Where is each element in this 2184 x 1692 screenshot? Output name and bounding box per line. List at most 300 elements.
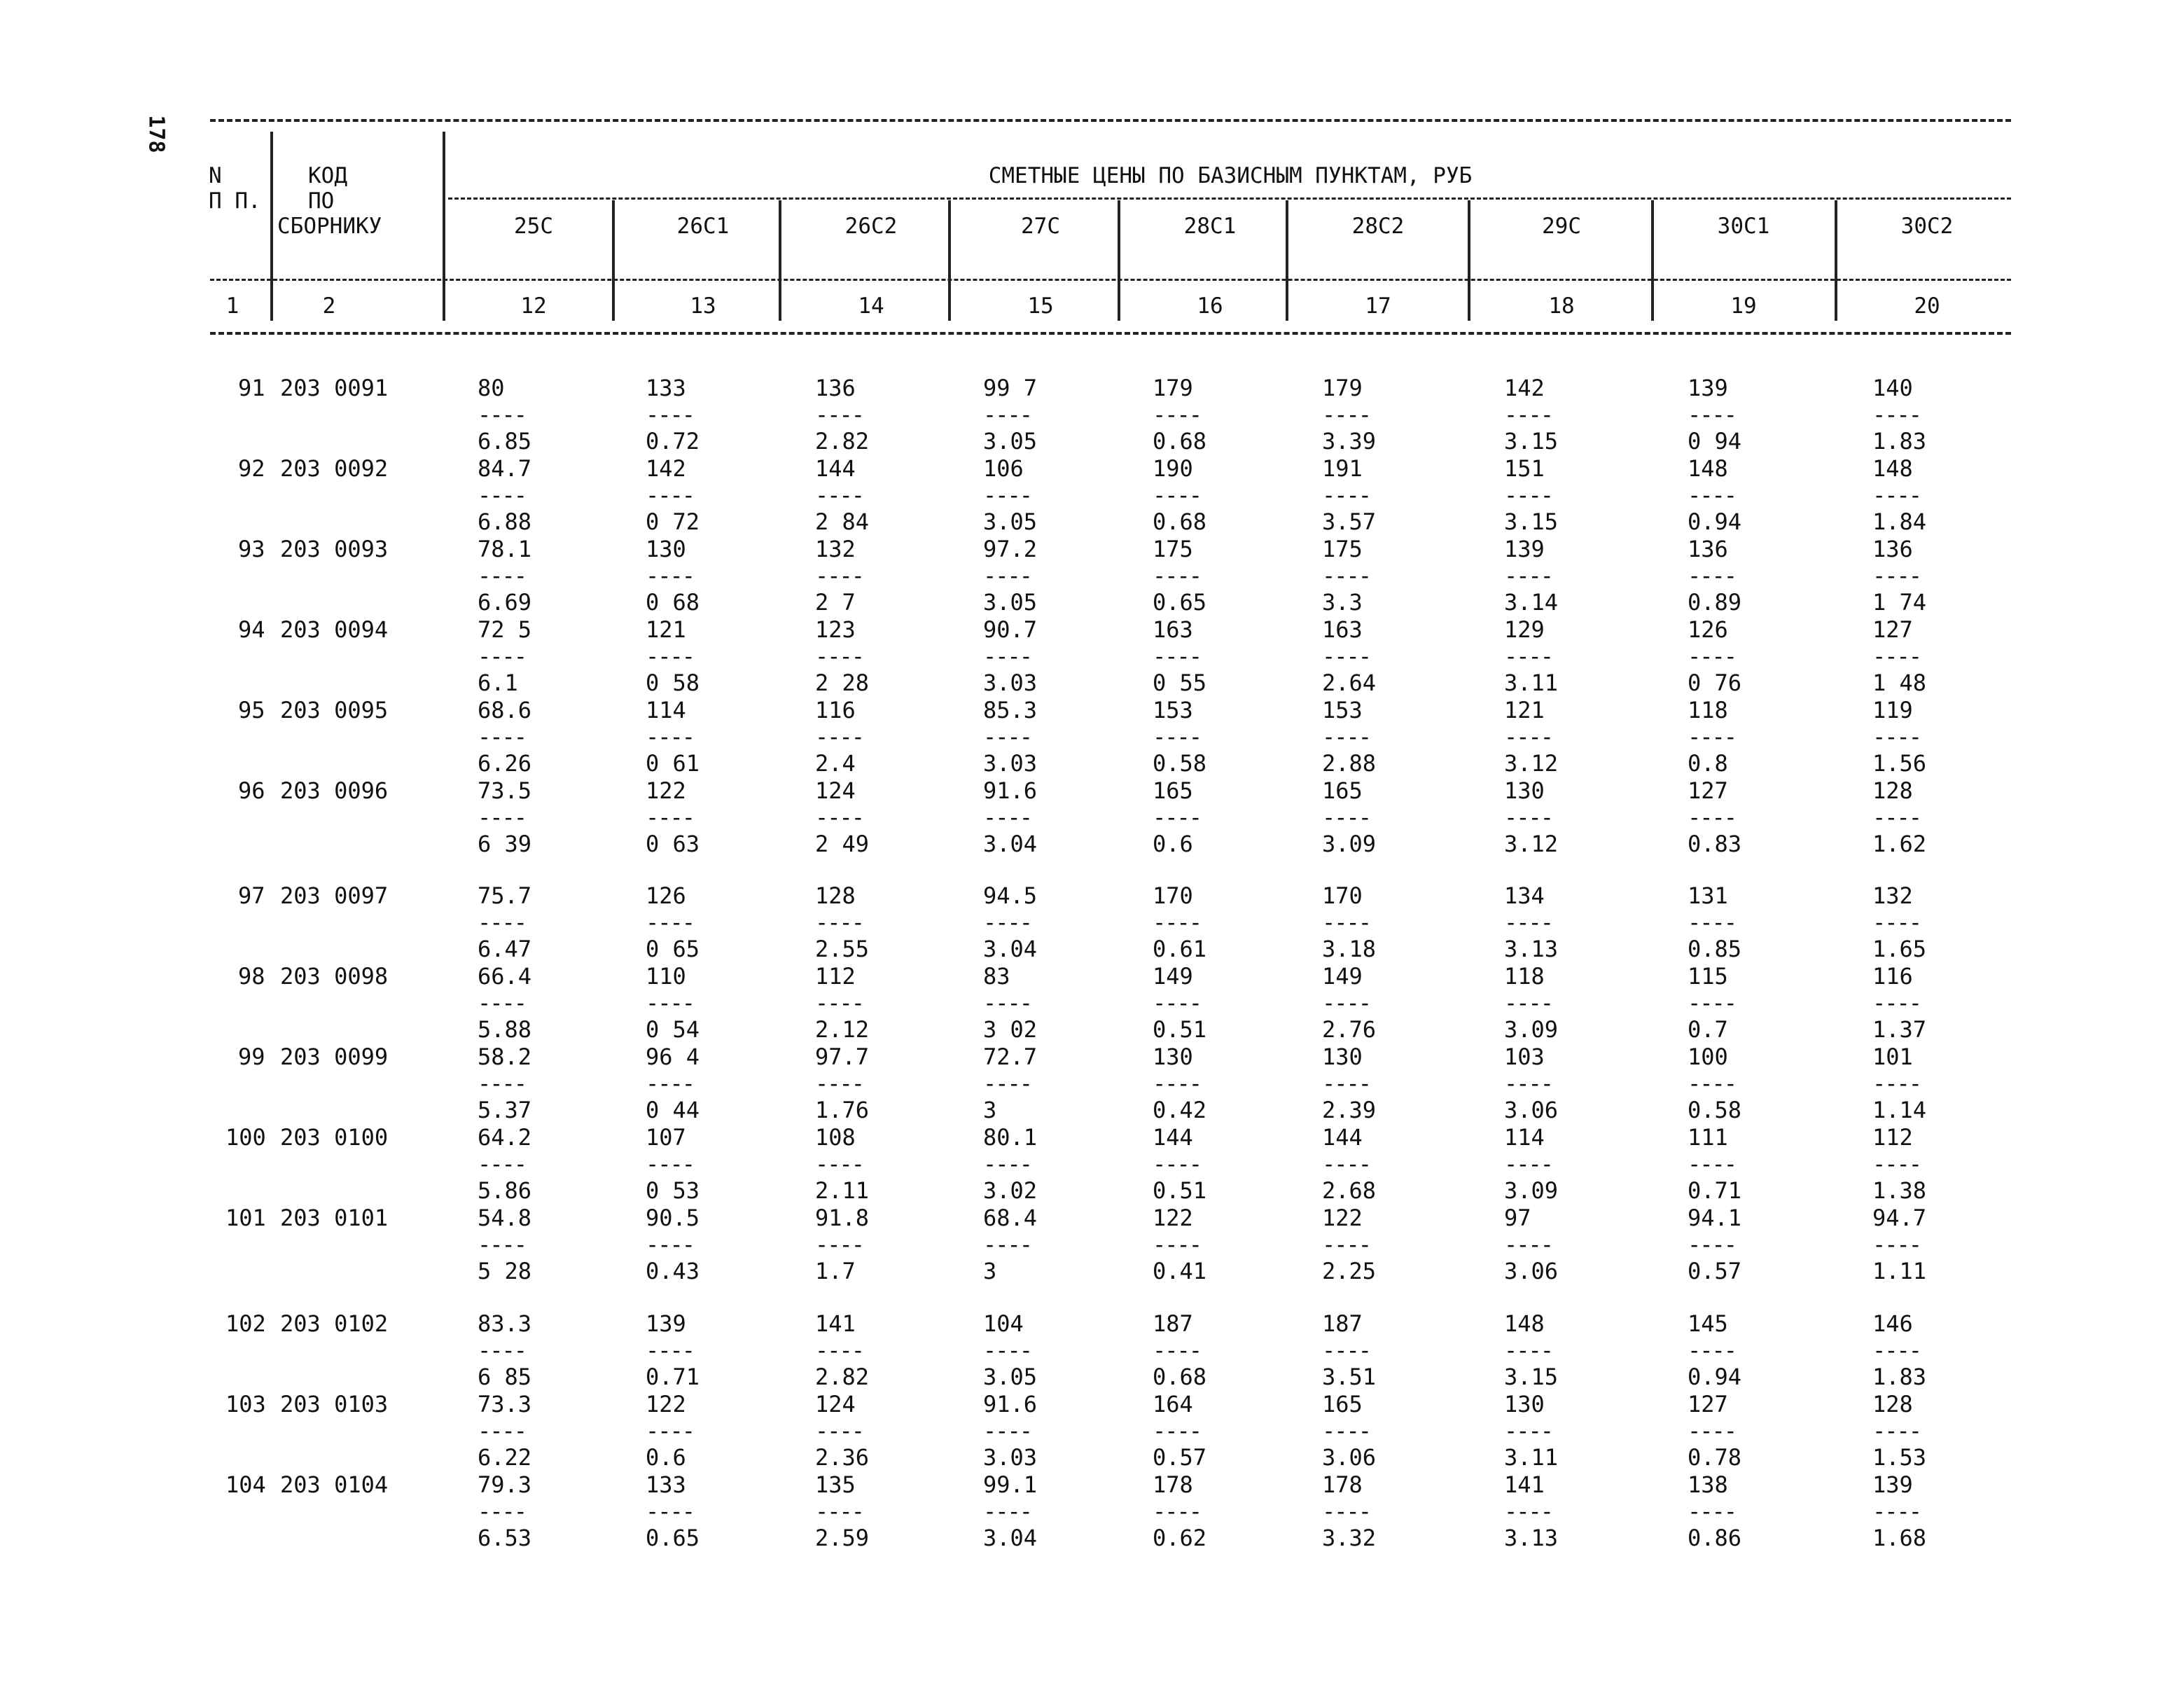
fraction-separator: ---- [815, 401, 864, 428]
price-component: 6.22 [478, 1444, 532, 1471]
fraction-separator: ---- [1688, 1498, 1737, 1525]
fraction-separator: ---- [983, 1151, 1032, 1177]
row-code: 203 0101 [280, 1205, 389, 1231]
fraction-separator: ---- [1504, 401, 1553, 428]
price-component: 3.09 [1322, 831, 1377, 857]
fraction-separator: ---- [1688, 643, 1737, 670]
price-component: 3.11 [1504, 670, 1559, 696]
price-component: 3.04 [983, 831, 1038, 857]
fraction-separator: ---- [1153, 723, 1202, 750]
fraction-separator: ---- [478, 1417, 527, 1444]
price-value: 73.3 [478, 1391, 532, 1417]
price-component: 1.56 [1872, 750, 1927, 777]
fraction-separator: ---- [983, 1070, 1032, 1097]
row-number: 91 [238, 375, 265, 401]
price-component: 3.05 [983, 428, 1038, 455]
price-value: 75.7 [478, 882, 532, 909]
price-value: 107 [646, 1124, 686, 1151]
fraction-separator: ---- [1504, 1151, 1553, 1177]
row-code: 203 0104 [280, 1471, 389, 1498]
fraction-separator: ---- [1153, 804, 1202, 831]
row-code: 203 0100 [280, 1124, 389, 1151]
fraction-separator: ---- [815, 1231, 864, 1258]
price-component: 0.85 [1688, 936, 1742, 962]
fraction-separator: ---- [1322, 723, 1371, 750]
row-number: 104 [225, 1471, 266, 1498]
price-value: 146 [1872, 1310, 1913, 1337]
price-value: 115 [1688, 963, 1728, 990]
price-component: 3.12 [1504, 750, 1559, 777]
price-component: 6.69 [478, 589, 532, 616]
fraction-separator: ---- [478, 401, 527, 428]
fraction-separator: ---- [983, 723, 1032, 750]
price-value: 122 [1153, 1205, 1193, 1231]
price-value: 101 [1872, 1043, 1913, 1070]
price-value: 116 [815, 697, 856, 723]
price-component: 3.05 [983, 589, 1038, 616]
fraction-separator: ---- [1153, 1151, 1202, 1177]
price-value: 80.1 [983, 1124, 1038, 1151]
fraction-separator: ---- [815, 562, 864, 589]
price-value: 139 [1504, 536, 1545, 562]
price-component: 0.94 [1688, 508, 1742, 535]
price-value: 165 [1322, 777, 1363, 804]
price-component: 1 48 [1872, 670, 1927, 696]
fraction-separator: ---- [646, 1498, 695, 1525]
fraction-separator: ---- [1153, 1417, 1202, 1444]
fraction-separator: ---- [1688, 401, 1737, 428]
price-component: 3.3 [1322, 589, 1363, 616]
price-component: 0.62 [1153, 1525, 1207, 1551]
price-value: 144 [1153, 1124, 1193, 1151]
header-n-label: N [209, 163, 222, 188]
price-value: 78.1 [478, 536, 532, 562]
fraction-separator: ---- [1872, 1417, 1921, 1444]
price-value: 90.5 [646, 1205, 700, 1231]
price-value: 112 [815, 963, 856, 990]
price-value: 79.3 [478, 1471, 532, 1498]
fraction-separator: ---- [815, 643, 864, 670]
header-code-label: КОД [308, 163, 347, 188]
price-value: 85.3 [983, 697, 1038, 723]
price-component: 6 39 [478, 831, 532, 857]
price-component: 3.03 [983, 670, 1038, 696]
header-column-number: 14 [858, 293, 884, 319]
fraction-separator: ---- [983, 990, 1032, 1016]
fraction-separator: ---- [1688, 990, 1737, 1016]
fraction-separator: ---- [646, 1337, 695, 1364]
header-column-divider [779, 200, 781, 321]
fraction-separator: ---- [1153, 990, 1202, 1016]
price-value: 132 [815, 536, 856, 562]
price-component: 0.8 [1688, 750, 1728, 777]
header-column-divider [948, 200, 951, 321]
fraction-separator: ---- [478, 909, 527, 936]
price-component: 0.58 [1688, 1097, 1742, 1123]
price-component: 3.09 [1504, 1016, 1559, 1043]
price-component: 3.15 [1504, 428, 1559, 455]
price-value: 153 [1153, 697, 1193, 723]
fraction-separator: ---- [1322, 1070, 1371, 1097]
row-number: 99 [238, 1043, 265, 1070]
price-value: 110 [646, 963, 686, 990]
fraction-separator: ---- [1322, 643, 1371, 670]
fraction-separator: ---- [646, 643, 695, 670]
price-value: 129 [1504, 616, 1545, 643]
fraction-separator: ---- [1153, 1231, 1202, 1258]
price-value: 136 [1872, 536, 1913, 562]
price-component: 2.82 [815, 1364, 870, 1390]
fraction-separator: ---- [646, 990, 695, 1016]
fraction-separator: ---- [815, 723, 864, 750]
fraction-separator: ---- [646, 482, 695, 508]
price-component: 3.05 [983, 1364, 1038, 1390]
price-value: 114 [646, 697, 686, 723]
fraction-separator: ---- [815, 1151, 864, 1177]
price-value: 118 [1688, 697, 1728, 723]
fraction-separator: ---- [478, 562, 527, 589]
price-value: 175 [1322, 536, 1363, 562]
header-group-rule [448, 197, 2011, 200]
fraction-separator: ---- [1688, 1070, 1737, 1097]
price-component: 6.88 [478, 508, 532, 535]
price-component: 2.39 [1322, 1097, 1377, 1123]
price-value: 130 [1504, 1391, 1545, 1417]
price-value: 191 [1322, 455, 1363, 482]
price-value: 138 [1688, 1471, 1728, 1498]
price-component: 2 84 [815, 508, 870, 535]
fraction-separator: ---- [646, 723, 695, 750]
price-component: 0.58 [1153, 750, 1207, 777]
fraction-separator: ---- [478, 1498, 527, 1525]
price-component: 2 28 [815, 670, 870, 696]
price-value: 68.6 [478, 697, 532, 723]
row-number: 92 [238, 455, 265, 482]
header-column-number: 13 [690, 293, 716, 319]
fraction-separator: ---- [1153, 1070, 1202, 1097]
price-component: 0.51 [1153, 1177, 1207, 1204]
price-value: 149 [1153, 963, 1193, 990]
price-value: 131 [1688, 882, 1728, 909]
price-value: 175 [1153, 536, 1193, 562]
price-value: 132 [1872, 882, 1913, 909]
price-value: 73.5 [478, 777, 532, 804]
price-value: 111 [1688, 1124, 1728, 1151]
price-component: 0.61 [1153, 936, 1207, 962]
header-column-30С2: 30С2 [1900, 214, 1954, 239]
fraction-separator: ---- [646, 1151, 695, 1177]
header-code-collection-label: СБОРНИКУ [277, 214, 382, 239]
header-column-number: 1 [225, 293, 239, 319]
price-component: 3.32 [1322, 1525, 1377, 1551]
price-value: 148 [1872, 455, 1913, 482]
price-component: 6 85 [478, 1364, 532, 1390]
price-component: 3.51 [1322, 1364, 1377, 1390]
row-number: 101 [225, 1205, 266, 1231]
fraction-separator: ---- [1504, 909, 1553, 936]
header-column-divider [1651, 200, 1654, 321]
price-value: 90.7 [983, 616, 1038, 643]
header-top-rule [210, 119, 2011, 122]
fraction-separator: ---- [815, 990, 864, 1016]
fraction-separator: ---- [478, 643, 527, 670]
header-column-divider [1118, 200, 1120, 321]
header-code-po-label: ПО [308, 188, 335, 214]
price-component: 1.14 [1872, 1097, 1927, 1123]
page-number: 178 [144, 115, 169, 153]
price-value: 178 [1322, 1471, 1363, 1498]
price-component: 3 [983, 1258, 997, 1284]
fraction-separator: ---- [1322, 1498, 1371, 1525]
fraction-separator: ---- [1504, 1337, 1553, 1364]
row-code: 203 0095 [280, 697, 389, 723]
fraction-separator: ---- [478, 1337, 527, 1364]
fraction-separator: ---- [815, 482, 864, 508]
price-value: 108 [815, 1124, 856, 1151]
fraction-separator: ---- [478, 482, 527, 508]
price-value: 133 [646, 375, 686, 401]
price-value: 84.7 [478, 455, 532, 482]
price-component: 0.57 [1153, 1444, 1207, 1471]
fraction-separator: ---- [1504, 482, 1553, 508]
price-value: 141 [1504, 1471, 1545, 1498]
row-number: 103 [225, 1391, 266, 1417]
price-value: 126 [1688, 616, 1728, 643]
fraction-separator: ---- [983, 482, 1032, 508]
price-value: 104 [983, 1310, 1024, 1337]
price-value: 130 [1322, 1043, 1363, 1070]
price-component: 6.1 [478, 670, 518, 696]
price-component: 0.65 [646, 1525, 700, 1551]
price-value: 163 [1322, 616, 1363, 643]
price-component: 3.14 [1504, 589, 1559, 616]
price-value: 54.8 [478, 1205, 532, 1231]
fraction-separator: ---- [1322, 562, 1371, 589]
price-component: 3.15 [1504, 508, 1559, 535]
price-value: 114 [1504, 1124, 1545, 1151]
fraction-separator: ---- [1322, 1151, 1371, 1177]
fraction-separator: ---- [1153, 1337, 1202, 1364]
price-value: 66.4 [478, 963, 532, 990]
fraction-separator: ---- [1688, 1231, 1737, 1258]
fraction-separator: ---- [1504, 562, 1553, 589]
header-column-28С1: 28С1 [1183, 214, 1237, 239]
price-value: 145 [1688, 1310, 1728, 1337]
price-value: 80 [478, 375, 505, 401]
price-value: 121 [646, 616, 686, 643]
price-value: 127 [1872, 616, 1913, 643]
fraction-separator: ---- [1872, 990, 1921, 1016]
row-code: 203 0099 [280, 1043, 389, 1070]
price-component: 3.06 [1504, 1097, 1559, 1123]
price-value: 64.2 [478, 1124, 532, 1151]
fraction-separator: ---- [1322, 1231, 1371, 1258]
price-value: 178 [1153, 1471, 1193, 1498]
price-component: 3.03 [983, 750, 1038, 777]
price-component: 1.62 [1872, 831, 1927, 857]
price-value: 128 [1872, 777, 1913, 804]
fraction-separator: ---- [646, 804, 695, 831]
price-component: 1.68 [1872, 1525, 1927, 1551]
row-code: 203 0103 [280, 1391, 389, 1417]
fraction-separator: ---- [478, 1151, 527, 1177]
price-component: 3.12 [1504, 831, 1559, 857]
price-component: 2.4 [815, 750, 856, 777]
price-value: 141 [815, 1310, 856, 1337]
fraction-separator: ---- [1504, 990, 1553, 1016]
fraction-separator: ---- [1322, 1417, 1371, 1444]
fraction-separator: ---- [1872, 643, 1921, 670]
fraction-separator: ---- [815, 909, 864, 936]
price-component: 0.41 [1153, 1258, 1207, 1284]
price-component: 3.05 [983, 508, 1038, 535]
fraction-separator: ---- [1322, 909, 1371, 936]
fraction-separator: ---- [478, 990, 527, 1016]
price-value: 170 [1322, 882, 1363, 909]
price-component: 6.26 [478, 750, 532, 777]
price-value: 140 [1872, 375, 1913, 401]
price-component: 1.37 [1872, 1016, 1927, 1043]
fraction-separator: ---- [646, 562, 695, 589]
price-component: 3 [983, 1097, 997, 1123]
row-code: 203 0092 [280, 455, 389, 482]
price-value: 164 [1153, 1391, 1193, 1417]
price-value: 139 [1872, 1471, 1913, 1498]
header-column-30С1: 30С1 [1717, 214, 1770, 239]
fraction-separator: ---- [1872, 909, 1921, 936]
row-number: 96 [238, 777, 265, 804]
row-code: 203 0102 [280, 1310, 389, 1337]
price-value: 136 [815, 375, 856, 401]
fraction-separator: ---- [1872, 723, 1921, 750]
price-component: 3.11 [1504, 1444, 1559, 1471]
header-bottom-rule [210, 332, 2011, 335]
price-component: 3.02 [983, 1177, 1038, 1204]
price-component: 0 63 [646, 831, 700, 857]
fraction-separator: ---- [1872, 1070, 1921, 1097]
price-value: 99 7 [983, 375, 1038, 401]
price-value: 139 [1688, 375, 1728, 401]
price-component: 3.18 [1322, 936, 1377, 962]
price-component: 2.64 [1322, 670, 1377, 696]
fraction-separator: ---- [1688, 804, 1737, 831]
price-value: 165 [1322, 1391, 1363, 1417]
price-value: 91.8 [815, 1205, 870, 1231]
fraction-separator: ---- [1153, 909, 1202, 936]
price-component: 0.42 [1153, 1097, 1207, 1123]
fraction-separator: ---- [815, 1337, 864, 1364]
fraction-separator: ---- [1153, 1498, 1202, 1525]
price-value: 121 [1504, 697, 1545, 723]
price-value: 72.7 [983, 1043, 1038, 1070]
fraction-separator: ---- [983, 562, 1032, 589]
fraction-separator: ---- [1504, 804, 1553, 831]
price-component: 0.78 [1688, 1444, 1742, 1471]
price-component: 0 72 [646, 508, 700, 535]
price-value: 116 [1872, 963, 1913, 990]
fraction-separator: ---- [1688, 482, 1737, 508]
price-component: 0 58 [646, 670, 700, 696]
price-value: 127 [1688, 1391, 1728, 1417]
price-value: 97 [1504, 1205, 1531, 1231]
header-column-number: 12 [520, 293, 547, 319]
fraction-separator: ---- [983, 909, 1032, 936]
price-component: 6.53 [478, 1525, 532, 1551]
price-component: 0 44 [646, 1097, 700, 1123]
price-value: 119 [1872, 697, 1913, 723]
price-value: 142 [1504, 375, 1545, 401]
fraction-separator: ---- [1504, 1498, 1553, 1525]
price-value: 190 [1153, 455, 1193, 482]
price-component: 1.11 [1872, 1258, 1927, 1284]
price-component: 0 68 [646, 589, 700, 616]
price-value: 179 [1322, 375, 1363, 401]
price-value: 134 [1504, 882, 1545, 909]
price-value: 96 4 [646, 1043, 700, 1070]
price-component: 1.83 [1872, 1364, 1927, 1390]
price-component: 1.76 [815, 1097, 870, 1123]
header-column-number: 16 [1197, 293, 1223, 319]
fraction-separator: ---- [1688, 723, 1737, 750]
fraction-separator: ---- [1688, 562, 1737, 589]
price-component: 0.68 [1153, 1364, 1207, 1390]
header-column-divider [612, 200, 615, 321]
row-number: 97 [238, 882, 265, 909]
price-component: 0 94 [1688, 428, 1742, 455]
price-value: 136 [1688, 536, 1728, 562]
price-value: 130 [1504, 777, 1545, 804]
price-value: 94.1 [1688, 1205, 1742, 1231]
header-column-28С2: 28С2 [1351, 214, 1405, 239]
row-code: 203 0094 [280, 616, 389, 643]
price-component: 0 54 [646, 1016, 700, 1043]
price-component: 0.71 [1688, 1177, 1742, 1204]
price-component: 1.65 [1872, 936, 1927, 962]
fraction-separator: ---- [1688, 1337, 1737, 1364]
fraction-separator: ---- [1872, 804, 1921, 831]
header-column-number: 18 [1548, 293, 1575, 319]
price-value: 124 [815, 777, 856, 804]
price-component: 1.7 [815, 1258, 856, 1284]
price-component: 2.25 [1322, 1258, 1377, 1284]
price-component: 5.86 [478, 1177, 532, 1204]
fraction-separator: ---- [646, 909, 695, 936]
price-value: 163 [1153, 616, 1193, 643]
price-component: 2.36 [815, 1444, 870, 1471]
header-pp-label: П П. [209, 188, 261, 214]
price-component: 1.83 [1872, 428, 1927, 455]
fraction-separator: ---- [646, 1417, 695, 1444]
row-code: 203 0091 [280, 375, 389, 401]
row-code: 203 0096 [280, 777, 389, 804]
fraction-separator: ---- [983, 1498, 1032, 1525]
price-value: 170 [1153, 882, 1193, 909]
price-value: 142 [646, 455, 686, 482]
price-value: 135 [815, 1471, 856, 1498]
price-component: 1.84 [1872, 508, 1927, 535]
fraction-separator: ---- [1872, 1231, 1921, 1258]
header-column-divider [1468, 200, 1470, 321]
price-value: 91.6 [983, 1391, 1038, 1417]
price-value: 130 [646, 536, 686, 562]
fraction-separator: ---- [983, 1337, 1032, 1364]
price-value: 139 [646, 1310, 686, 1337]
row-code: 203 0098 [280, 963, 389, 990]
row-number: 93 [238, 536, 265, 562]
fraction-separator: ---- [1504, 643, 1553, 670]
price-component: 0.68 [1153, 428, 1207, 455]
price-component: 0.83 [1688, 831, 1742, 857]
